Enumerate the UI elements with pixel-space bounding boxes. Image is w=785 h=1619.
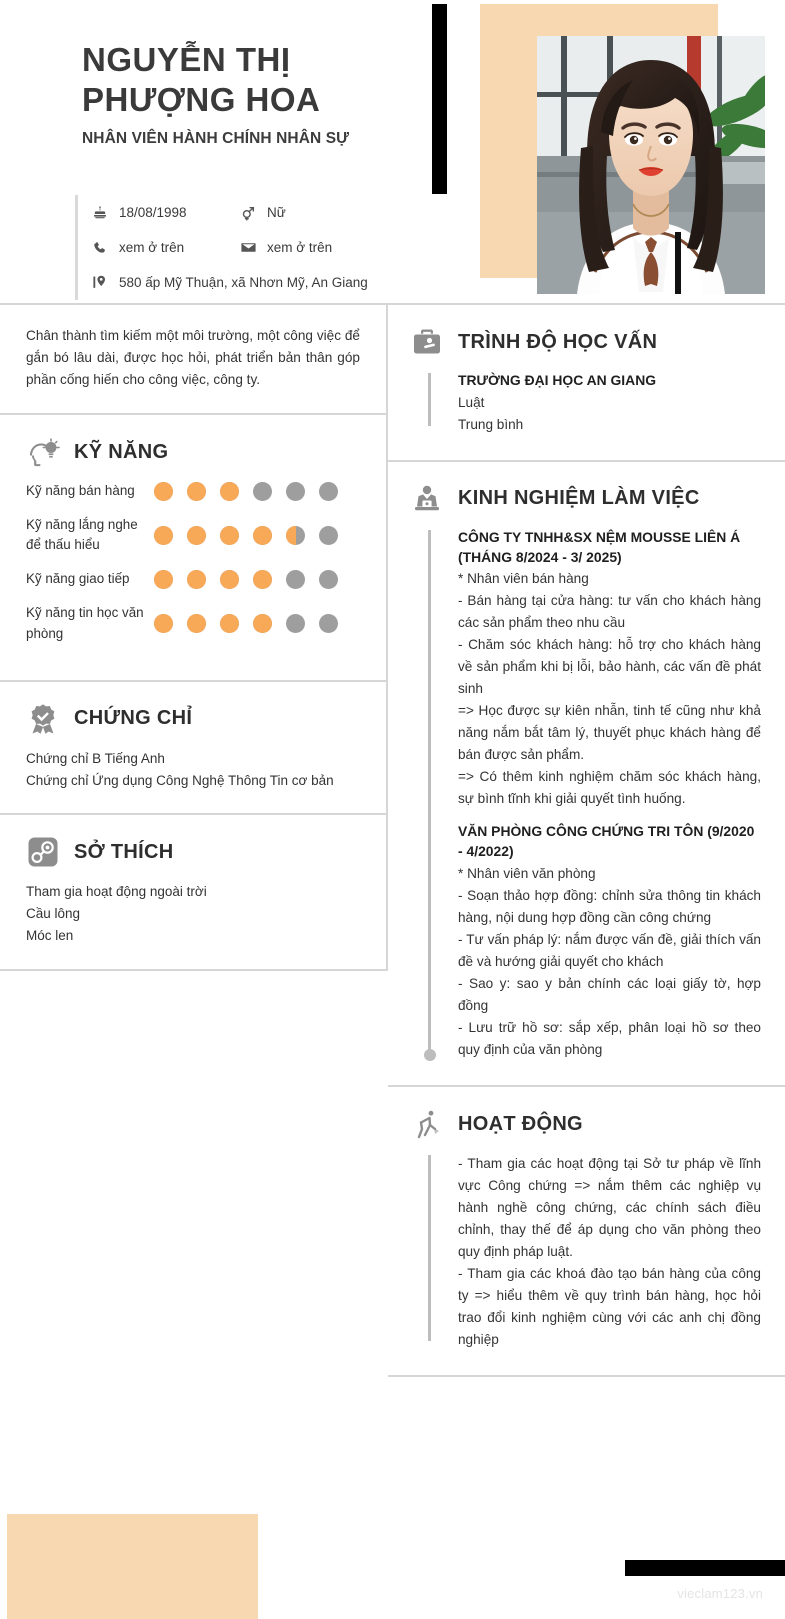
contact-gender [238,205,286,221]
page-title [82,40,460,121]
footer-black-bar [625,1560,785,1576]
person-laptop-icon [410,482,444,516]
education-header [410,325,761,359]
certificate-item: Chứng chỉ B Tiếng Anh [26,750,165,766]
entry-line: - Tư vấn pháp lý: nắm được vấn đề, giải thích vấn đề và hướng giải quyết cho khách [458,931,761,969]
skill-dot-fill [154,614,173,633]
head-idea-icon [26,435,60,469]
skill-dot [286,482,305,501]
entry-line: - Tham gia các hoạt động tại Sở tư pháp về lĩnh vực Công chứng => nắm thêm các nghiệp vụ hành nghề công chứng, các chính sách điều chỉnh, thay thế để áp dụng cho văn phòng theo quy định pháp luật. [458,1156,761,1260]
skill-dot-fill [253,570,272,589]
skill-dot [319,614,338,633]
entry-line: - Tham gia các khoá đào tạo bán hàng của công ty => hiểu thêm về quy trình bán hàng, học hỏi trao đổi kinh nghiệm cùng với các anh chị đồng nghiệp [458,1266,761,1348]
footer-orange-block [7,1514,258,1619]
activities-section [388,1087,785,1377]
skill-row [26,603,360,643]
walking-person-icon [410,1107,444,1141]
skill-dot [154,482,173,501]
contact-row-birthday-gender [90,195,465,230]
name-line-1: NGUYỄN THỊ [82,41,291,78]
timeline-entry [458,371,761,436]
experience-timeline [410,528,761,1061]
timeline-entry [458,528,761,811]
skill-dot-fill [187,614,206,633]
entry-line: - Soạn thảo hợp đồng: chỉnh sửa thông tin khách hàng, nội dung hợp đồng cần công chứng [458,887,761,925]
portrait-illustration [537,36,765,294]
skill-dot [319,482,338,501]
skill-dot [220,614,239,633]
entry-line: - Chăm sóc khách hàng: hỗ trợ cho khách hàng về sản phẩm khi bị lỗi, bảo hành, các vấn đề phát sinh [458,637,761,697]
hobbies-header [26,835,360,869]
skill-label: Kỹ năng giao tiếp [26,571,130,587]
contact-birthday-value: 18/08/1998 [119,205,187,220]
contact-address-value: 580 ấp Mỹ Thuận, xã Nhơn Mỹ, An Giang [119,275,368,290]
education-title: TRÌNH ĐỘ HỌC VẤN [458,330,658,353]
name-line-2: PHƯỢNG HOA [82,81,321,119]
right-column [388,305,785,1377]
skills-header [26,435,360,469]
briefcase-icon [410,325,444,359]
skill-dot [286,614,305,633]
timeline-line [428,1155,431,1341]
certificates-list [26,748,360,792]
entry-line: Trung bình [458,416,524,432]
skill-rating [154,482,338,501]
certificate-item: Chứng chỉ Ứng dụng Công Nghệ Thông Tin cơ bản [26,772,334,788]
hobby-item: Tham gia hoạt động ngoài trời [26,884,207,900]
skill-dot [220,526,239,545]
entry-title: TRƯỜNG ĐẠI HỌC AN GIANG [458,372,657,388]
cake-icon [90,205,110,221]
skill-dot [286,570,305,589]
summary-text: Chân thành tìm kiếm một môi trường, một công việc để gắn bó lâu dài, được học hỏi, phát triển bản thân góp phần cống hiến cho công việc, công ty. [26,328,360,388]
skill-row [26,515,360,555]
skill-dot [187,614,206,633]
skill-dot-fill [154,482,173,501]
skill-dot-fill [154,570,173,589]
timeline-entry [458,1153,761,1351]
skill-dot [154,526,173,545]
job-title: NHÂN VIÊN HÀNH CHÍNH NHÂN SỰ [82,129,350,147]
activities-header [410,1107,761,1141]
contact-row-phone-email [90,230,465,265]
entry-line: * Nhân viên bán hàng [458,571,589,587]
entry-title: VĂN PHÒNG CÔNG CHỨNG TRI TÔN (9/2020 - 4/2022) [458,823,755,860]
skill-dot-fill [220,526,239,545]
left-column [0,305,388,971]
entry-line: - Lưu trữ hồ sơ: sắp xếp, phân loại hồ sơ theo quy định của văn phòng [458,1019,761,1057]
experience-section [388,462,785,1087]
activities-timeline [410,1153,761,1351]
skill-dot [187,570,206,589]
skill-rating [154,526,338,545]
skill-rating [154,614,338,633]
activities-title: HOẠT ĐỘNG [458,1112,583,1135]
skill-dot-fill [253,526,272,545]
skill-dot [220,482,239,501]
entry-title: CÔNG TY TNHH&SX NỆM MOUSSE LIÊN Á (THÁNG 8/2024 - 3/ 2025) [458,528,741,565]
summary-panel [0,305,386,415]
skill-dot-fill [220,570,239,589]
skill-row [26,569,360,589]
contact-block [75,195,465,300]
envelope-icon [238,239,258,256]
skill-dot [253,526,272,545]
cv-body [0,305,785,1377]
activities-entries [458,1153,761,1351]
contact-birthday [90,205,238,221]
skill-dot-fill [286,526,296,545]
contact-phone-value: xem ở trên [119,240,185,255]
entry-line: Luật [458,394,485,410]
hobby-item: Móc len [26,928,74,944]
skill-dot [154,570,173,589]
skill-dot [319,570,338,589]
award-badge-icon [26,702,60,736]
skill-dot [253,482,272,501]
skill-label: Kỹ năng tin học văn phòng [26,605,144,641]
entry-line: - Sao y: sao y bản chính các loại giấy tờ, hợp đồng [458,975,761,1013]
watermark: vieclam123.vn [677,1586,763,1601]
timeline-entry [458,822,761,1061]
hobby-item: Cầu lông [26,906,81,922]
skill-dot-fill [187,570,206,589]
gender-icon [238,205,258,221]
skill-row [26,481,360,501]
skill-dot [154,614,173,633]
map-marker-icon [90,274,110,291]
experience-header [410,482,761,516]
contact-email [238,239,332,256]
skill-rating [154,570,338,589]
hobbies-list [26,881,360,947]
skill-dot-fill [220,614,239,633]
entry-line: => Học được sự kiên nhẫn, tinh tế cũng như khả năng nắm bắt tâm lý, thuyết phục khách hàng để bán được sản phẩm. [458,703,761,763]
skill-dot [286,526,305,545]
education-entries [458,371,761,436]
contact-gender-value: Nữ [267,205,286,220]
certificates-panel [0,682,386,816]
certificates-header [26,702,360,736]
hobbies-panel [0,815,386,971]
skill-dot [253,570,272,589]
header-black-bar [432,4,447,194]
skill-dot-fill [253,614,272,633]
skill-dot [187,526,206,545]
entry-line: => Có thêm kinh nghiệm chăm sóc khách hàng, sự bình tĩnh khi giải quyết tình huống. [458,769,761,807]
contact-email-value: xem ở trên [267,240,333,255]
skill-dot [187,482,206,501]
skills-list [26,481,360,644]
contact-address [90,274,368,291]
experience-entries [458,528,761,1061]
hobbies-title: SỞ THÍCH [74,840,174,863]
certificates-title: CHỨNG CHỈ [74,707,193,730]
timeline-line [428,373,431,426]
education-timeline [410,371,761,436]
skill-dot-fill [187,482,206,501]
skill-label: Kỹ năng bán hàng [26,483,135,499]
skill-dot-fill [220,482,239,501]
cv-header [0,0,785,305]
skill-dot [220,570,239,589]
skills-title: KỸ NĂNG [74,440,169,463]
skill-label: Kỹ năng lắng nghe để thấu hiểu [26,517,138,553]
skill-dot-fill [154,526,173,545]
entry-line: * Nhân viên văn phòng [458,865,596,881]
skills-panel [0,415,386,682]
timeline-line [428,530,431,1051]
education-section [388,305,785,462]
contact-row-address [90,265,465,300]
avatar [537,36,765,294]
skill-dot-fill [187,526,206,545]
steam-icon [26,835,60,869]
skill-dot [253,614,272,633]
experience-title: KINH NGHIỆM LÀM VIỆC [458,487,700,510]
skill-dot [319,526,338,545]
phone-icon [90,240,110,256]
entry-line: - Bán hàng tại cửa hàng: tư vấn cho khách hàng các sản phẩm theo nhu cầu [458,593,761,631]
contact-phone [90,240,238,256]
timeline-end-dot [424,1049,436,1061]
